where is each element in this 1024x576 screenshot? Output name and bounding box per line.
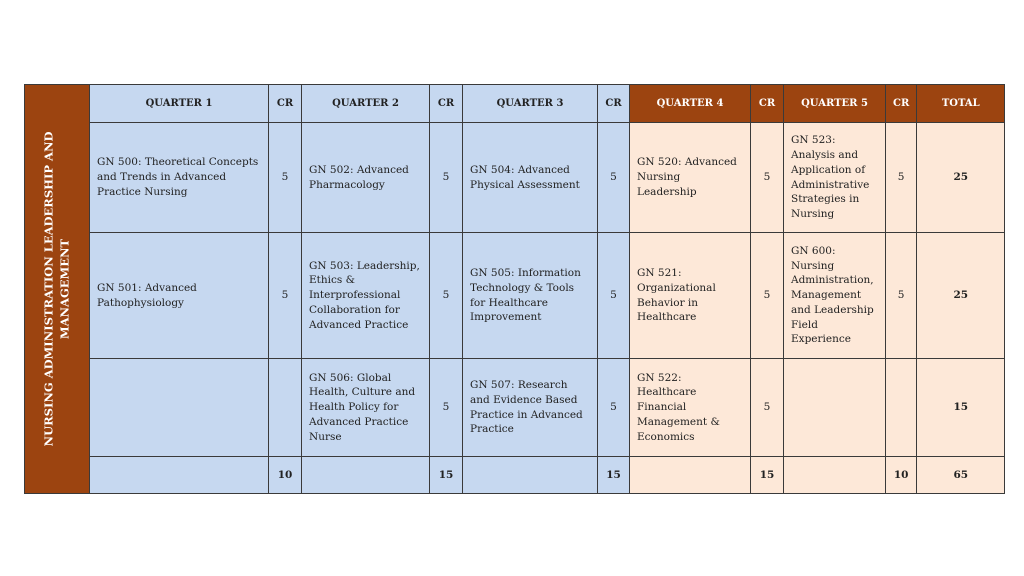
totals-row bbox=[25, 457, 1005, 494]
credit-total-cell: 10 bbox=[886, 457, 917, 494]
course-cell: GN 523: Analysis and Application of Administrative Strategies in Nursing bbox=[784, 123, 886, 233]
course-cell: GN 506: Global Health, Culture and Health Policy for Advanced Practice Nurse bbox=[302, 359, 430, 457]
header-quarter-3: QUARTER 3 bbox=[463, 85, 598, 123]
table-row bbox=[25, 359, 1005, 457]
credit-cell: 5 bbox=[751, 123, 784, 233]
program-title-cell bbox=[25, 85, 90, 494]
header-quarter-4: QUARTER 4 bbox=[630, 85, 751, 123]
course-cell: GN 522: Healthcare Financial Management & Economics bbox=[630, 359, 751, 457]
totals-cell bbox=[630, 457, 751, 494]
row-total-cell: 15 bbox=[917, 359, 1005, 457]
credit-cell bbox=[886, 359, 917, 457]
credit-cell: 5 bbox=[751, 359, 784, 457]
course-cell: GN 500: Theoretical Concepts and Trends in Advanced Practice Nursing bbox=[90, 123, 269, 233]
credit-cell: 5 bbox=[886, 123, 917, 233]
credit-cell: 5 bbox=[430, 359, 463, 457]
course-cell bbox=[784, 359, 886, 457]
credit-cell: 5 bbox=[886, 233, 917, 359]
credit-cell: 5 bbox=[269, 233, 302, 359]
credit-cell: 5 bbox=[598, 359, 630, 457]
header-cr-5: CR bbox=[886, 85, 917, 123]
program-title: NURSING ADMINISTRATION LEADERSHIP AND MANAGEMENT bbox=[41, 131, 71, 447]
row-total-cell: 25 bbox=[917, 233, 1005, 359]
course-cell: GN 503: Leadership, Ethics & Interprofessional Collaboration for Advanced Practice bbox=[302, 233, 430, 359]
credit-total-cell: 10 bbox=[269, 457, 302, 494]
credit-cell: 5 bbox=[430, 233, 463, 359]
course-cell: GN 520: Advanced Nursing Leadership bbox=[630, 123, 751, 233]
totals-cell bbox=[463, 457, 598, 494]
header-cr-4: CR bbox=[751, 85, 784, 123]
course-cell: GN 504: Advanced Physical Assessment bbox=[463, 123, 598, 233]
course-cell: GN 505: Information Technology & Tools for Healthcare Improvement bbox=[463, 233, 598, 359]
credit-cell: 5 bbox=[269, 123, 302, 233]
totals-cell bbox=[784, 457, 886, 494]
credit-cell: 5 bbox=[598, 233, 630, 359]
header-cr-2: CR bbox=[430, 85, 463, 123]
totals-cell bbox=[302, 457, 430, 494]
course-cell: GN 600: Nursing Administration, Management and Leadership Field Experience bbox=[784, 233, 886, 359]
totals-cell bbox=[90, 457, 269, 494]
header-total: TOTAL bbox=[917, 85, 1005, 123]
credit-cell bbox=[269, 359, 302, 457]
header-cr-3: CR bbox=[598, 85, 630, 123]
credit-total-cell: 15 bbox=[751, 457, 784, 494]
credit-cell: 5 bbox=[598, 123, 630, 233]
table-row bbox=[25, 123, 1005, 233]
course-cell bbox=[90, 359, 269, 457]
credit-total-cell: 15 bbox=[430, 457, 463, 494]
header-row bbox=[25, 85, 1005, 123]
grand-total-cell: 65 bbox=[917, 457, 1005, 494]
header-cr-1: CR bbox=[269, 85, 302, 123]
course-cell: GN 502: Advanced Pharmacology bbox=[302, 123, 430, 233]
header-quarter-5: QUARTER 5 bbox=[784, 85, 886, 123]
course-cell: GN 501: Advanced Pathophysiology bbox=[90, 233, 269, 359]
table-row bbox=[25, 233, 1005, 359]
credit-cell: 5 bbox=[751, 233, 784, 359]
row-total-cell: 25 bbox=[917, 123, 1005, 233]
course-cell: GN 521: Organizational Behavior in Healthcare bbox=[630, 233, 751, 359]
course-cell: GN 507: Research and Evidence Based Practice in Advanced Practice bbox=[463, 359, 598, 457]
credit-cell: 5 bbox=[430, 123, 463, 233]
header-quarter-2: QUARTER 2 bbox=[302, 85, 430, 123]
credit-total-cell: 15 bbox=[598, 457, 630, 494]
curriculum-table bbox=[24, 84, 1005, 494]
header-quarter-1: QUARTER 1 bbox=[90, 85, 269, 123]
